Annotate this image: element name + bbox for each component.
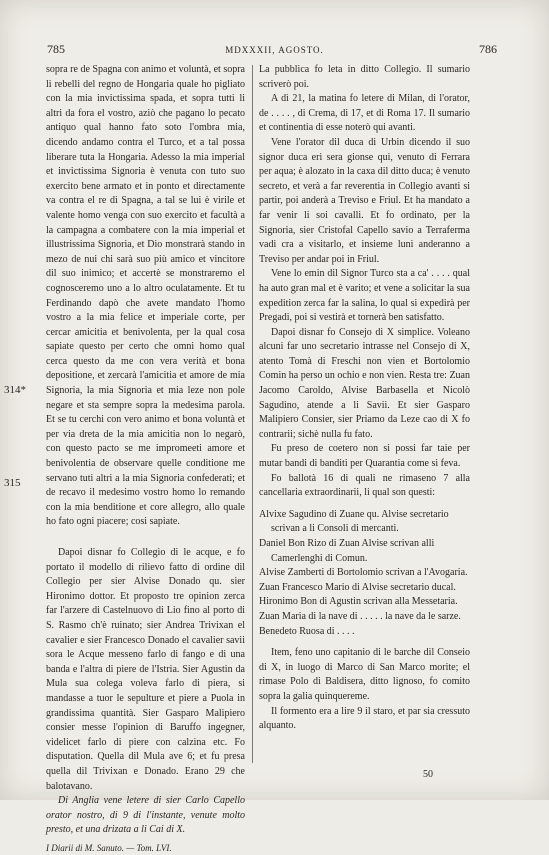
page-number-left: 785	[47, 42, 65, 56]
margin-number-314: 314*	[4, 384, 26, 396]
paragraph: Dapoi disnar fo Collegio di le acque, e fo portato il modello di rilievo fatto di ordine dil Collegio per sier Alvise Donado qu. sier Hironimo dottor. Et proposto tre opinion zerca far l'arzere di Castelnuovo di Lio fino al porto di S. Rasmo ch'è ruinato; sier Andrea Trivixan el cavalier e sier Francesco Donado el cavalier savii sora le Acque messeno farlo di fango e di una banda e l'altra di piere de l'Istria. Sier Agustin da Mula sua colega voleva farlo di piera, si mandasse a tuor le sepulture et piere a Puola in grandissima quantità. Sier Gasparo Malipiero consier messe l'opinion di Baruffo ingegner, videlicet farlo di piere con calzina etc. Fo disputation. Quella dil Mula ave 6; et fu presa quella dil Trivixan e Donado. Erano 29 che balotavano.	[46, 547, 245, 792]
running-header: MDXXXII, AGOSTO.	[225, 45, 324, 55]
margin-number-315: 315	[4, 477, 21, 489]
paragraph: Fu preso de coetero non si possi far taie per mutar bandi di banditi per Quarantia come si feva.	[259, 443, 470, 470]
paragraph: La pubblica fo leta in ditto Collegio. Il sumario scriverò poi.	[259, 64, 470, 90]
signature-mark: 50	[423, 769, 433, 780]
paragraph: Vene l'orator dil duca di Urbin dicendo il suo signor duca eri sera gionse qui, venuto di Ferrara per aqua; è alozato in la caxa dil ditto duca; è venuto secreto, et verà a far reverentia in Collegio avanti si partir, poi anderà a Treviso e Friul. Et ha mandato a far venir li soi cavalli. Et fo ordinato, per la Signoria, sier Cristofal Capello savio a Terraferma vadi cra a visitarlo, et insieme luni anderanno a Treviso per andar poi in Friul.	[259, 136, 470, 265]
list-item: Zuan Maria di la nave di . . . . . la nave da le sarze.	[259, 610, 461, 622]
right-column	[259, 63, 470, 734]
paragraph: Fo ballotà 16 di quali ne rimaseno 7 alla cancellaria extraordinarii, li qual son questi:	[259, 472, 470, 499]
paragraph: sopra re de Spagna con animo et voluntà, et sopra li rebelli del regno de Hongaria quale ho pigliato con la mia invictissima spada, et sopra tutti li altri da fora el vostro, aziò che pagano lo pecato antiquo qual hanno fato soto l'ombra mia, dicendo andamo contra el Turco, et a tal possa liberare tuta la Hongaria. Adesso la mia imperial et invictissima Signoria è venuta con tuto suo exercito bene armato et in ponto et directamente va contra el re di Spagna, a tal se lui è virile et valente homo venga con suo exercito et facultà a la campagna a combatere con la mia imperial et illustrissima Signoria, et Dio monstrarà stando in mezo de nui chi sarà suo più amico et vincitore dil suo inimico; et accertè se monstraremo el cognosceremo uno a lo altro oculatamente. Et tu Ferdinando dapò che avete mandato l'homo vostro a la mia felice et imperiale corte, per cercar amicitia et benivolenta, per la qual cosa sapiate questo per certo che omni homo qual cerca questo da me con vera verità et bona depositione, et zercarà l'amicitia et amore de mia Signoria, la mia Signoria et mia leze non pole negare et sta sempre sopra la medesima parola. Et se tu cerchi con vero animo et bona voluntà et per via dreta de la mia amicitia non lo negarò, con questo pacto se me impromeeti amore et benivolentia de observare quelle conditione me servano tuti altri a la mia Signoria confederati; et de recavo il medesimo vostro homo lo remando con la mia benditione et core allegro, allo quale ho fato ogni piacere; cosi sapiate.	[46, 64, 245, 528]
paragraph: A dì 21, la matina fo letere di Milan, di l'orator, de . . . . , di Crema, di 17, et di Roma 17. Il sumario et continentia di esse noterò qui avanti.	[259, 93, 470, 134]
paragraph: Di Anglia vene letere di sier Carlo Capello orator nostro, di 9 di l'instante, venute molto presto, et una drizata a li Cai di X.	[46, 795, 245, 836]
list-item: Hironimo Bon di Agustin scrivan alla Messetaria.	[259, 596, 458, 608]
list-item: Alvise Zamberti di Bortolomio scrivan a l'Avogaria.	[259, 567, 468, 579]
column-divider	[252, 65, 253, 763]
list-item: Benedeto Ruosa di . . . .	[259, 625, 355, 637]
left-column	[46, 63, 245, 855]
list-item: Daniel Bon Rizo di Zuan Alvise scrivan alli Camerlenghi di Comun.	[259, 538, 435, 564]
paragraph: Item, feno uno capitanio di le barche dil Conseio di X, in luogo di Marco di San Marco morite; el rimase Polo di Baldisera, ditto lignoso, fo comito sopra la galia quinquereme.	[259, 647, 470, 702]
paragraph: Il formento era a lire 9 il staro, et par sia cressuto alquanto.	[259, 705, 470, 732]
list-item: Alvixe Sagudino di Zuane qu. Alvise secretario scrivan a li Consoli di mercanti.	[259, 508, 449, 535]
page-footer: I Diarii di M. Sanuto. — Tom. LVI.	[46, 842, 172, 853]
list-item: Zuan Francesco Mario di Alvise secretario ducal.	[259, 581, 456, 593]
paragraph: Dapoi disnar fo Consejo di X simplice. Voleano alcuni far uno secretario intrasse nel Consejo di X, atento Tomà di Freschi non vien et Bortolomio Comin ha perso un ochio e non vien. Resta tre: Zuan Jacomo Caroldo, Alvise Barbasella et Nicolò Sagudino, atende a li Savii. Et sier Gasparo Malipiero Consier, sier Priamo da Leze cao di X fo contrarii; sichè nulla fu fato.	[259, 326, 470, 440]
paragraph: Vene lo emin dil Signor Turco sta a ca' . . . . qual ha auto gran mal et è varito; et vene a solicitar la sua expedition zerca far la salina, lo qual si expedirà per Pregadi, poi si vestirà et tornerà ben satisfatto.	[259, 268, 470, 324]
page-number-right: 786	[479, 42, 497, 56]
